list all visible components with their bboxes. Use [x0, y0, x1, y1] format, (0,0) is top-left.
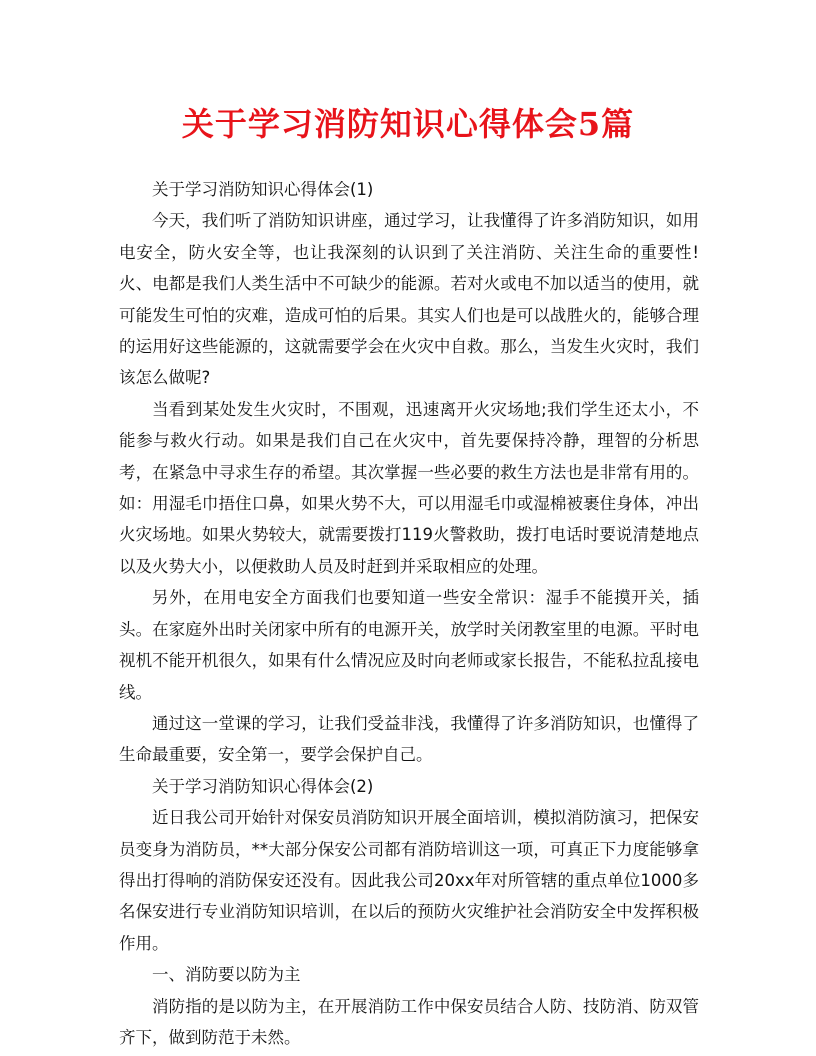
document-title: 关于学习消防知识心得体会5篇	[181, 105, 635, 143]
section-heading-2: 关于学习消防知识心得体会(2)	[152, 776, 374, 796]
paragraph: 近日我公司开始针对保安员消防知识开展全面培训，模拟消防演习，把保安员变身为消防员，**大部分保安公司都有消防培训这一项，可真正下力度能够拿得出打得响的消防保安还没有。因此我公司20xx年对所管辖的重点单位1000多名保安进行专业消防知识培训，在以后的预防火灾维护社会消防安全中发挥积极作用。	[119, 808, 699, 953]
paragraph: 消防指的是以防为主，在开展消防工作中保安员结合人防、技防消、防双管齐下，做到防范于未然。	[119, 996, 699, 1047]
paragraph: 通过这一堂课的学习，让我们受益非浅，我懂得了许多消防知识，也懂得了生命最重要，安全第一，要学会保护自己。	[119, 713, 699, 765]
paragraph: 另外，在用电安全方面我们也要知道一些安全常识：湿手不能摸开关，插头。在家庭外出时关闭家中所有的电源开关，放学时关闭教室里的电源。平时电视机不能开机很久，如果有什么情况应及时向老师或家长报告，不能私拉乱接电线。	[119, 588, 699, 702]
subheading: 一、消防要以防为主	[152, 965, 301, 985]
paragraph: 当看到某处发生火灾时，不围观，迅速离开火灾场地;我们学生还太小，不能参与救火行动。如果是我们自己在火灾中，首先要保持冷静，理智的分析思考，在紧急中寻求生存的希望。其次掌握一些必要的救生方法也是非常有用的。如：用湿毛巾捂住口鼻，如果火势不大，可以用湿毛巾或湿棉被裹住身体，冲出火灾场地。如果火势较大，就需要拨打119火警救助，拨打电话时要说清楚地点以及火势大小，以便救助人员及时赶到并采取相应的处理。	[119, 399, 699, 576]
document-body	[119, 174, 699, 1053]
paragraph: 今天，我们听了消防知识讲座，通过学习，让我懂得了许多消防知识，如用电安全，防火安全等，也让我深刻的认识到了关注消防、关注生命的重要性!火、电都是我们人类生活中不可缺少的能源。若对火或电不加以适当的使用，就可能发生可怕的灾难，造成可怕的后果。其实人们也是可以战胜火的，能够合理的运用好这些能源的，这就需要学会在火灾中自救。那么，当发生火灾时，我们该怎么做呢?	[119, 211, 699, 388]
section-heading-1: 关于学习消防知识心得体会(1)	[152, 180, 374, 199]
